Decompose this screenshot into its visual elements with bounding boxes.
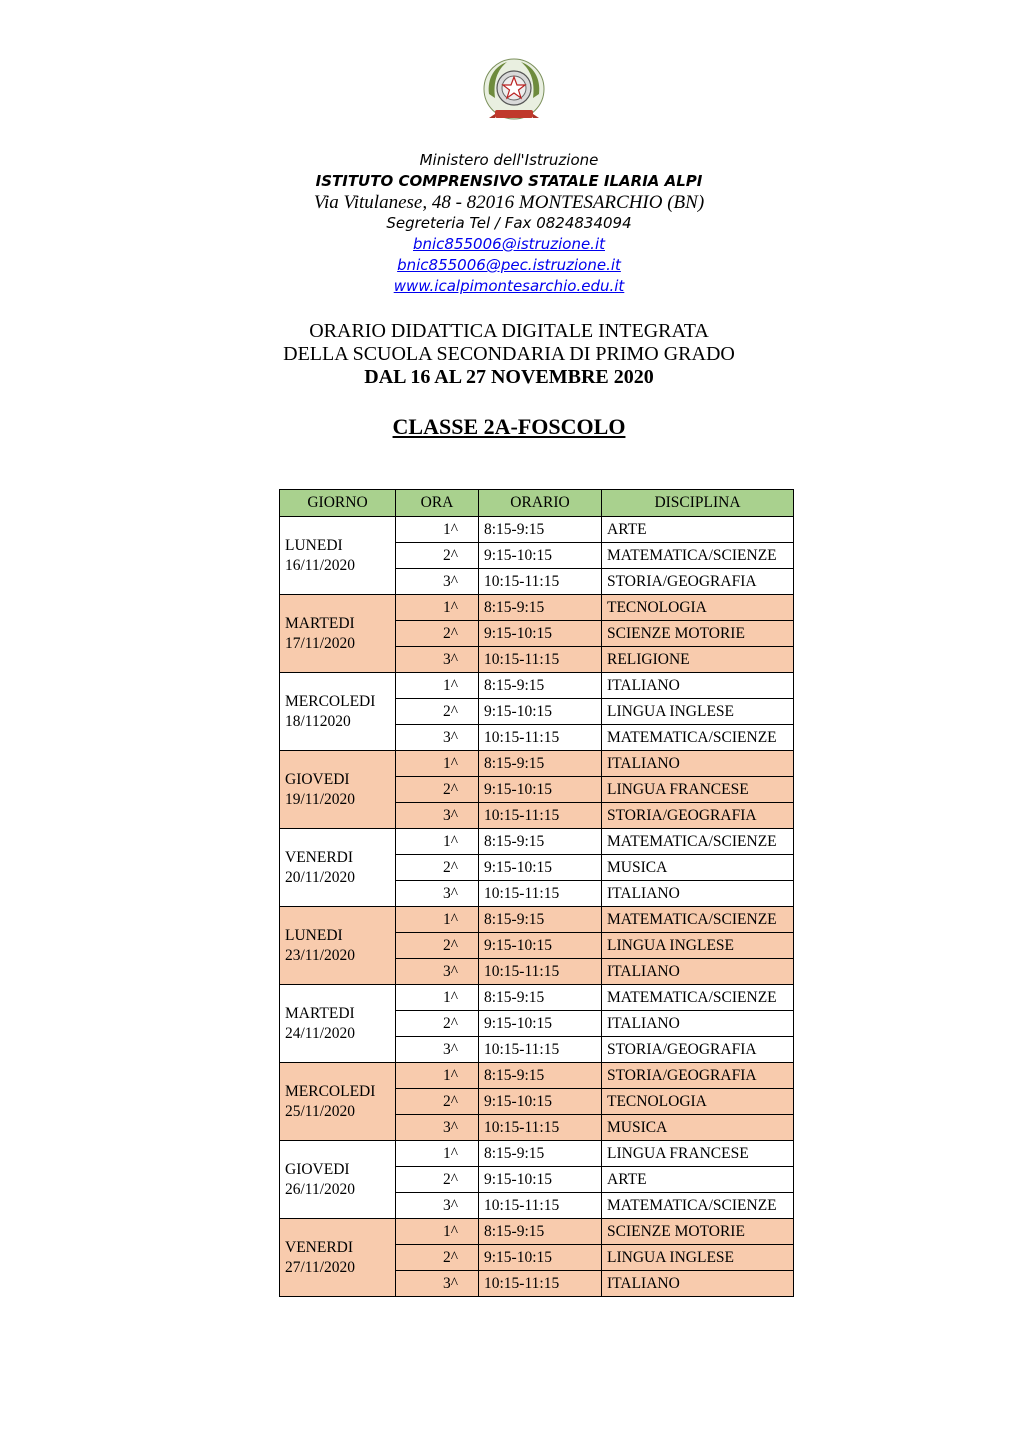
time-cell: 9:15-10:15	[479, 777, 602, 803]
time-cell: 9:15-10:15	[479, 1011, 602, 1037]
ora-cell: 3^	[396, 959, 479, 985]
table-row	[280, 829, 794, 855]
class-title	[0, 414, 1018, 440]
time-cell: 8:15-9:15	[479, 595, 602, 621]
ora-cell: 2^	[396, 1089, 479, 1115]
time-cell: 8:15-9:15	[479, 1141, 602, 1167]
time-cell: 9:15-10:15	[479, 1167, 602, 1193]
subject-cell: LINGUA INGLESE	[602, 933, 794, 959]
time-cell: 9:15-10:15	[479, 699, 602, 725]
subject-cell: MATEMATICA/SCIENZE	[602, 829, 794, 855]
ora-cell: 1^	[396, 829, 479, 855]
day-cell	[280, 907, 396, 985]
ora-cell: 1^	[396, 907, 479, 933]
time-cell: 8:15-9:15	[479, 517, 602, 543]
subject-cell: STORIA/GEOGRAFIA	[602, 1037, 794, 1063]
day-date: 25/11/2020	[285, 1102, 356, 1120]
school-phone: Segreteria Tel / Fax 0824834094	[386, 214, 632, 232]
document-title	[0, 320, 1018, 389]
ministry-name: Ministero dell'Istruzione	[419, 151, 599, 169]
ora-cell: 1^	[396, 1219, 479, 1245]
ora-cell: 2^	[396, 933, 479, 959]
day-date: 23/11/2020	[285, 946, 356, 964]
subject-cell: ITALIANO	[602, 959, 794, 985]
time-cell: 9:15-10:15	[479, 1089, 602, 1115]
time-cell: 9:15-10:15	[479, 855, 602, 881]
day-name: MARTEDI	[285, 1004, 355, 1022]
subject-cell: MUSICA	[602, 855, 794, 881]
header-ora: ORA	[396, 490, 479, 517]
ora-cell: 1^	[396, 985, 479, 1011]
ora-cell: 2^	[396, 699, 479, 725]
ora-cell: 1^	[396, 517, 479, 543]
subject-cell: MATEMATICA/SCIENZE	[602, 543, 794, 569]
time-cell: 10:15-11:15	[479, 1037, 602, 1063]
day-date: 17/11/2020	[285, 634, 356, 652]
schedule-body	[280, 517, 794, 1297]
header-giorno: GIORNO	[280, 490, 396, 517]
ora-cell: 3^	[396, 1115, 479, 1141]
ora-cell: 3^	[396, 1193, 479, 1219]
day-cell	[280, 517, 396, 595]
day-date: 24/11/2020	[285, 1024, 356, 1042]
school-header	[0, 150, 1018, 297]
time-cell: 10:15-11:15	[479, 803, 602, 829]
table-row	[280, 673, 794, 699]
subject-cell: TECNOLOGIA	[602, 595, 794, 621]
day-date: 20/11/2020	[285, 868, 356, 886]
time-cell: 10:15-11:15	[479, 647, 602, 673]
time-cell: 9:15-10:15	[479, 543, 602, 569]
time-cell: 8:15-9:15	[479, 673, 602, 699]
time-cell: 8:15-9:15	[479, 1063, 602, 1089]
email-link[interactable]: bnic855006@istruzione.it	[412, 235, 605, 253]
subject-cell: ITALIANO	[602, 673, 794, 699]
time-cell: 10:15-11:15	[479, 881, 602, 907]
subject-cell: SCIENZE MOTORIE	[602, 621, 794, 647]
day-cell	[280, 1219, 396, 1297]
title-line-3: DAL 16 AL 27 NOVEMBRE 2020	[364, 366, 654, 388]
ora-cell: 3^	[396, 881, 479, 907]
ora-cell: 1^	[396, 595, 479, 621]
subject-cell: LINGUA FRANCESE	[602, 777, 794, 803]
subject-cell: MATEMATICA/SCIENZE	[602, 985, 794, 1011]
subject-cell: MUSICA	[602, 1115, 794, 1141]
day-cell	[280, 1063, 396, 1141]
school-name: ISTITUTO COMPRENSIVO STATALE ILARIA ALPI	[315, 172, 703, 190]
day-cell	[280, 1141, 396, 1219]
day-cell	[280, 985, 396, 1063]
day-name: VENERDI	[285, 1238, 354, 1256]
day-name: MERCOLEDI	[285, 692, 376, 710]
ora-cell: 2^	[396, 1167, 479, 1193]
day-cell	[280, 829, 396, 907]
subject-cell: ITALIANO	[602, 1271, 794, 1297]
day-name: VENERDI	[285, 848, 354, 866]
subject-cell: RELIGIONE	[602, 647, 794, 673]
ora-cell: 1^	[396, 673, 479, 699]
ora-cell: 3^	[396, 1271, 479, 1297]
time-cell: 10:15-11:15	[479, 725, 602, 751]
header-orario: ORARIO	[479, 490, 602, 517]
italian-republic-emblem-icon	[481, 58, 547, 126]
time-cell: 8:15-9:15	[479, 751, 602, 777]
table-row	[280, 1063, 794, 1089]
time-cell: 8:15-9:15	[479, 985, 602, 1011]
subject-cell: STORIA/GEOGRAFIA	[602, 1063, 794, 1089]
ora-cell: 2^	[396, 855, 479, 881]
time-cell: 10:15-11:15	[479, 1115, 602, 1141]
day-date: 26/11/2020	[285, 1180, 356, 1198]
ora-cell: 1^	[396, 1063, 479, 1089]
time-cell: 9:15-10:15	[479, 1245, 602, 1271]
time-cell: 8:15-9:15	[479, 907, 602, 933]
time-cell: 10:15-11:15	[479, 1193, 602, 1219]
subject-cell: MATEMATICA/SCIENZE	[602, 725, 794, 751]
table-row	[280, 985, 794, 1011]
day-name: GIOVEDI	[285, 770, 350, 788]
day-date: 18/112020	[285, 712, 351, 730]
day-cell	[280, 751, 396, 829]
day-name: LUNEDI	[285, 536, 343, 554]
table-row	[280, 1219, 794, 1245]
day-name: MERCOLEDI	[285, 1082, 376, 1100]
subject-cell: ARTE	[602, 517, 794, 543]
time-cell: 10:15-11:15	[479, 1271, 602, 1297]
subject-cell: TECNOLOGIA	[602, 1089, 794, 1115]
table-header-row	[280, 490, 794, 517]
subject-cell: ITALIANO	[602, 881, 794, 907]
day-name: GIOVEDI	[285, 1160, 350, 1178]
table-row	[280, 1141, 794, 1167]
website-link[interactable]: www.icalpimontesarchio.edu.it	[393, 277, 625, 295]
schedule-table	[279, 489, 794, 1297]
ora-cell: 3^	[396, 725, 479, 751]
table-row	[280, 595, 794, 621]
title-line-1: ORARIO DIDATTICA DIGITALE INTEGRATA	[309, 320, 709, 342]
title-line-2: DELLA SCUOLA SECONDARIA DI PRIMO GRADO	[283, 343, 735, 365]
day-cell	[280, 595, 396, 673]
ora-cell: 2^	[396, 621, 479, 647]
ora-cell: 3^	[396, 647, 479, 673]
subject-cell: MATEMATICA/SCIENZE	[602, 1193, 794, 1219]
ora-cell: 2^	[396, 1011, 479, 1037]
table-row	[280, 751, 794, 777]
subject-cell: LINGUA INGLESE	[602, 1245, 794, 1271]
subject-cell: STORIA/GEOGRAFIA	[602, 569, 794, 595]
day-name: LUNEDI	[285, 926, 343, 944]
subject-cell: ITALIANO	[602, 751, 794, 777]
subject-cell: ITALIANO	[602, 1011, 794, 1037]
subject-cell: STORIA/GEOGRAFIA	[602, 803, 794, 829]
ora-cell: 2^	[396, 543, 479, 569]
subject-cell: LINGUA INGLESE	[602, 699, 794, 725]
ora-cell: 1^	[396, 751, 479, 777]
ora-cell: 3^	[396, 803, 479, 829]
ora-cell: 2^	[396, 1245, 479, 1271]
day-name: MARTEDI	[285, 614, 355, 632]
day-date: 19/11/2020	[285, 790, 356, 808]
time-cell: 10:15-11:15	[479, 959, 602, 985]
header-disciplina: DISCIPLINA	[602, 490, 794, 517]
time-cell: 10:15-11:15	[479, 569, 602, 595]
day-date: 27/11/2020	[285, 1258, 356, 1276]
class-title-text: CLASSE 2A-FOSCOLO	[392, 414, 626, 439]
school-address: Via Vitulanese, 48 - 82016 MONTESARCHIO (BN)	[313, 192, 705, 213]
time-cell: 9:15-10:15	[479, 621, 602, 647]
subject-cell: ARTE	[602, 1167, 794, 1193]
ora-cell: 1^	[396, 1141, 479, 1167]
ora-cell: 3^	[396, 569, 479, 595]
day-date: 16/11/2020	[285, 556, 356, 574]
subject-cell: SCIENZE MOTORIE	[602, 1219, 794, 1245]
time-cell: 8:15-9:15	[479, 1219, 602, 1245]
subject-cell: LINGUA FRANCESE	[602, 1141, 794, 1167]
time-cell: 9:15-10:15	[479, 933, 602, 959]
day-cell	[280, 673, 396, 751]
table-row	[280, 907, 794, 933]
subject-cell: MATEMATICA/SCIENZE	[602, 907, 794, 933]
ora-cell: 2^	[396, 777, 479, 803]
ora-cell: 3^	[396, 1037, 479, 1063]
pec-link[interactable]: bnic855006@pec.istruzione.it	[397, 256, 621, 274]
table-row	[280, 517, 794, 543]
time-cell: 8:15-9:15	[479, 829, 602, 855]
